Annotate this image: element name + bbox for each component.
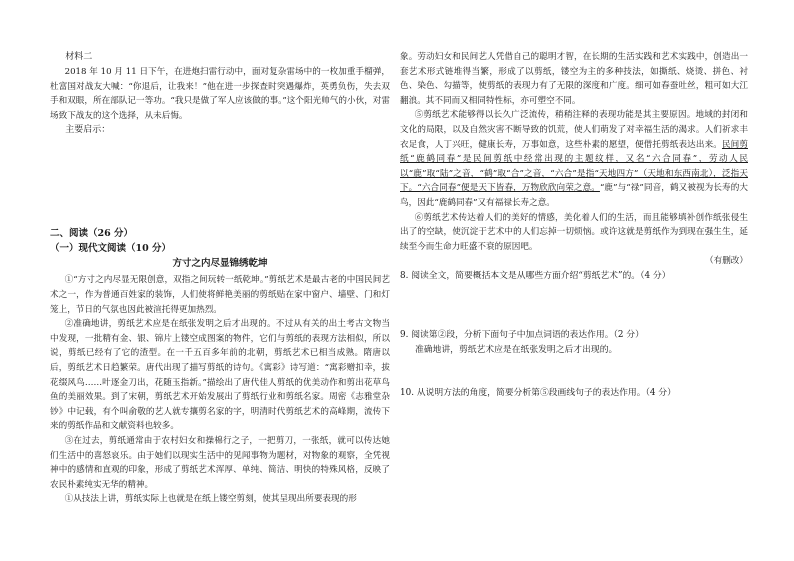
- article-paragraph-2: ②准确地讲，剪纸艺术应是在纸张发明之后才出现的。不过从有关的出土考古文物当中发现，一批精有金、银、锦片上镂空成图案的物件，它们与剪纸的表现方法相似，所以说，剪纸已经有了它的渣型。在一千五百多年前的北朝，剪纸艺术已相当成熟。隋唐以后，剪纸艺术日趋繁荣。唐代出现了描写剪纸的诗句。《寓彩》诗写道：“寓彩赠扣幸，拔花缀风鸟……叶逐金刀出，花随玉指新。”描绘出了唐代佳人剪纸的优美动作和剪出花草鸟鱼的美丽效果。到了宋朝，剪纸艺术开始发展出了剪纸行业和剪纸名家。周密《志雅堂杂钞》中记载，有个叫俞敬的艺人就专攘剪名家的字，明清时代剪纸艺术的高峰期，流传下来的剪纸作品和文献资料也较多。: [50, 319, 390, 432]
- answer-space: [50, 182, 390, 226]
- source-note: （有删改）: [705, 256, 748, 267]
- question-10: 10. 从说明方法的角度，简要分析第⑤段画线句子的表达作用。（4 分）: [400, 388, 676, 399]
- left-column: [50, 50, 390, 507]
- article-paragraph-3: ③在过去，剪纸通常由于农村妇女和操棉行之子，一把剪刀，一张纸，就可以传达她们生活中的喜怒哀乐。由于她们以现实生活中的见闻事物为题材，对物象的观察，全凭视神中的感情和直观的印象，形成了剪纸艺术浑厚、单纯、简洁、明快的特殊风格，反映了农民朴素纯实无华的精神。: [50, 435, 390, 490]
- underlined-sentence: 民间剪纸“鹿鹤同春”是民间剪纸中经常出现的主题纹样，又名“六合同春”，劳动人民以“鹿”取“陆”之音，“鹤”取“合”之音，“六合”是指“天地四方”（天地和东西南北），泛指天下。“六合同春”便是天下皆春，万物欣欣向荣之意。: [400, 139, 748, 194]
- answer-space: [400, 284, 748, 328]
- inspiration-label: 主要启示：: [65, 125, 111, 136]
- section-heading: 二、阅读（26 分）: [50, 228, 134, 240]
- article-paragraph-4: ①从技法上讲，剪纸实际上也就是在纸上镂空剪刻，使其呈现出所要表现的形: [64, 494, 357, 505]
- answer-space: [400, 358, 748, 386]
- subsection-heading: （一）现代文阅读（10 分）: [50, 243, 172, 255]
- article-paragraph-4-cont: 象。劳动妇女和民间艺人凭借自己的聪明才智，在长期的生活实践和艺术实践中，创造出一套艺术形式链堆得当繁，形成了以剪纸，镂空为主的多种技法，如撕纸、烧烫、拼色、衬色、染色、勾描等，使剪纸的表现力有了无限的深度和广度。细可如春蚕吐丝，粗可如大江翻浪。其不同而又相同特性标，亦可塑空不同。: [400, 52, 748, 106]
- right-column: [400, 50, 748, 401]
- question-9-sentence: 准确地讲，剪纸艺术应是在纸张发明之后才出现的。: [414, 345, 618, 356]
- article-paragraph-6: ⑥剪纸艺术传达着人们的美好的情感，美化着人们的生活，而且能够填补创作纸张侵生出了的空缺，使沉淀于艺术中的人们忘掉一切烦恼。或许这就是剪纸作为到现在强生生，延续至今而生命力旺盛不衰的原因吧。: [400, 212, 748, 252]
- question-9: 9. 阅读第②段，分析下面句子中加点词语的表达作用。（2 分）: [400, 330, 644, 341]
- answer-space: [50, 138, 390, 182]
- material-title: 材料二: [65, 52, 93, 62]
- paragraph-5-text-b: “鹿”与“禄”同音，鹤又被视为长寿的大鸟，因此“鹿鹤同春”又有福禄长寿之意。: [400, 183, 749, 208]
- article-paragraph-5: [400, 108, 748, 210]
- article-title: 方寸之内尽显锦绣乾坤: [172, 258, 268, 270]
- article-paragraph-1: ①“方寸之内尽显无限创意，双指之间玩转一纸乾坤。”剪纸艺术是最古老的中国民间艺术之一，作为普通百姓家的装饰，人们使将鲜艳美丽的剪纸贴在家中窗户、墙壁、门和灯笼上，节日的气氛也因此被渲托得更加热烈。: [50, 275, 390, 315]
- material-text: 2018 年 10 月 11 日下午，在进炮扫雷行动中，面对复杂雷场中的一枚加重手榴弹，杜富国对战友大喊：“你退后，让我来！”他在进一步探查时突遇爆炸，英勇负伤，失去双手和双眼，所在部队记一等功。“我只是做了军人应该做的事。”这个阳光帅气的小伙，对雷场致下战友的这个选择，从未后悔。: [50, 67, 390, 121]
- question-8: 8. 阅读全文，简要概括本文是从哪些方面介绍“剪纸艺术”的。（4 分）: [400, 271, 671, 282]
- paragraph-5-text-a: ⑤剪纸艺术能够得以长久广泛流传，稍稍注释的表现功能是其主要原因。地域的封闭和文化的局限，以及自然灾害不断导致的饥荒，使人们萌发了对幸福生活的渴求。人们祈求丰衣足食，人丁兴旺，健康长寿，万事如意，这些朴素的愿望，便借托剪纸表达出来。: [400, 110, 748, 150]
